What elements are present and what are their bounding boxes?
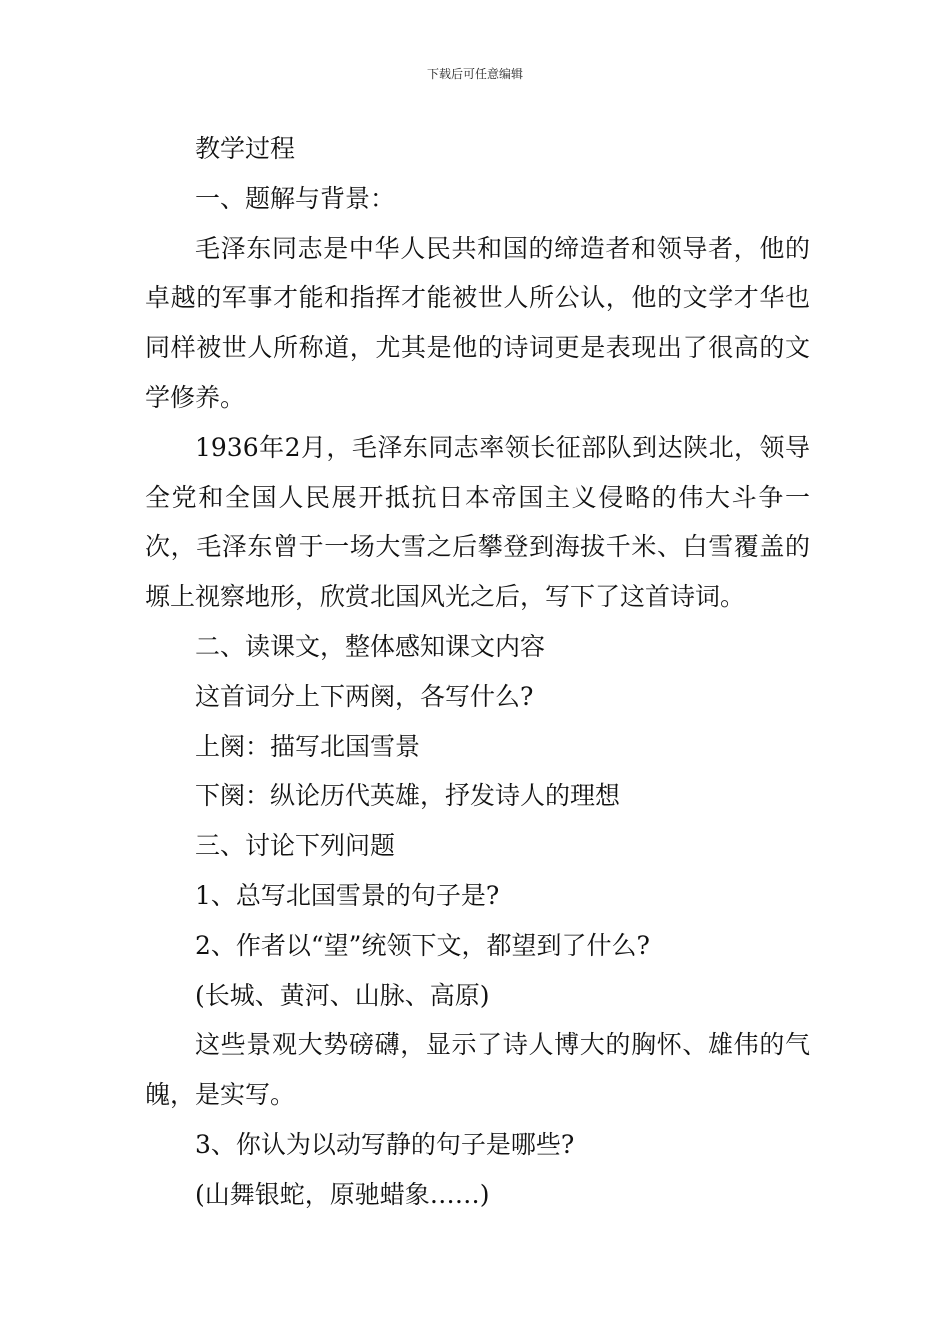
section-heading-discussion: 三、讨论下列问题: [195, 831, 396, 861]
paragraph-author-intro: 毛泽东同志是中华人民共和国的缔造者和领导者，他的卓越的军事才能和指挥才能被世人所公认，他的文学才华也同样被世人所称道，尤其是他的诗词更是表现出了很高的文学修养。: [145, 233, 810, 412]
question-two-stanzas: 这首词分上下两阕，各写什么?: [195, 681, 534, 711]
answer-second-stanza: 下阕：纵论历代英雄，抒发诗人的理想: [195, 781, 621, 811]
answer-2: (长城、黄河、山脉、高原): [195, 980, 490, 1010]
question-2: 2、作者以“望”统领下文，都望到了什么?: [195, 930, 650, 960]
question-1: 1、总写北国雪景的句子是?: [195, 880, 500, 910]
section-heading-teaching-process: 教学过程: [195, 134, 296, 163]
page-header-note: 下载后可任意编辑: [426, 67, 523, 81]
section-heading-reading: 二、读课文，整体感知课文内容: [195, 631, 546, 661]
answer-first-stanza: 上阕：描写北国雪景: [195, 731, 421, 761]
document-body: [145, 124, 810, 1220]
paragraph-historical-context: 1936年2月，毛泽东同志率领长征部队到达陕北，领导全党和全国人民展开抵抗日本帝国主义侵略的伟大斗争一次，毛泽东曾于一场大雪之后攀登到海拔千米、白雪覆盖的塬上视察地形，欣赏北国风光之后，写下了这首诗词。: [145, 432, 810, 612]
answer-3: (山舞银蛇，原驰蜡象……): [195, 1179, 490, 1209]
paragraph-landscape-comment: 这些景观大势磅礴，显示了诗人博大的胸怀、雄伟的气魄，是实写。: [145, 1030, 810, 1110]
section-heading-background: 一、题解与背景：: [195, 183, 396, 213]
question-3: 3、你认为以动写静的句子是哪些?: [195, 1129, 575, 1159]
